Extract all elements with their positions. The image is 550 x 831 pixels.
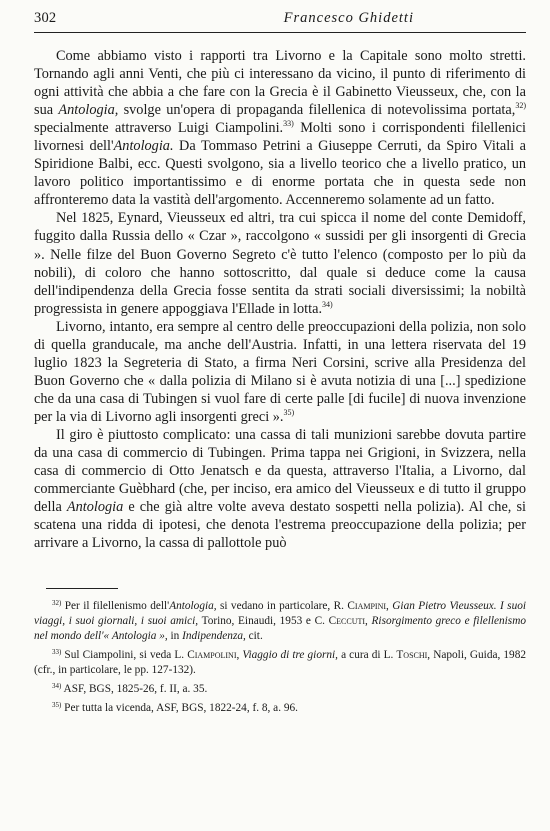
text-run: svolge un'opera di propaganda filellenica di notevolissima portata, xyxy=(118,102,516,119)
paragraph xyxy=(34,318,526,426)
footnote xyxy=(34,682,526,697)
paragraph xyxy=(34,209,526,317)
text-run: e che già altre volte aveva destato sospetti nella polizia). Al che, si scatena una ridda di ipotesi, che denota l'estrema preoccupazione della polizia; per arrivare a Livorno, la cassa di pallottole può xyxy=(34,499,526,552)
text-run: in xyxy=(167,630,183,643)
text-run: cit. xyxy=(245,630,263,643)
text-run: si vedano in particolare, R. xyxy=(216,600,348,613)
paragraph xyxy=(34,426,526,552)
footnote xyxy=(34,599,526,644)
text-run: Il giro è piuttosto complicato: una cassa di tali munizioni sarebbe dovuta partire da una casa di commercio di Tubingen. Prima tappa nei Grigioni, in Svizzera, nella casa di commercio di Otto Jenatsch e da questa, attraverso l'Italia, a Livorno, dal commerciante Guèbhard (che, per inciso, era amico del Vieusseux e di tutto il gruppo della xyxy=(34,426,526,516)
footnote-ref: 34) xyxy=(322,299,333,309)
text-run: Molti sono i corrispondenti filellenici livornesi dell' xyxy=(34,120,526,155)
footnote-ref: 34) xyxy=(52,682,62,691)
italic-text: Antologia, xyxy=(169,600,217,613)
footnote-ref: 32) xyxy=(515,101,526,111)
text-run: Per tutta la vicenda, ASF, BGS, 1822-24, f. 8, a. 96. xyxy=(61,702,298,715)
footnote-ref: 33) xyxy=(283,119,294,129)
text-run: ASF, BGS, 1825-26, f. II, a. 35. xyxy=(61,683,208,696)
footnote-ref: 35) xyxy=(283,407,295,417)
footnote-ref: 32) xyxy=(52,599,62,608)
italic-text: Antologia, xyxy=(58,102,119,119)
running-header xyxy=(34,10,526,33)
running-title: Francesco Ghidetti xyxy=(283,10,414,26)
italic-text: Risorgimento greco e filellenismo nel mondo dell'« Antologia », xyxy=(34,615,526,643)
text-run: Sul Ciampolini, si veda L. xyxy=(61,649,188,662)
text-run: a cura di L. xyxy=(337,649,397,662)
paragraph xyxy=(34,47,526,209)
footnote xyxy=(34,701,526,716)
author-name: Ciampolini, xyxy=(187,649,240,662)
text-run: specialmente attraverso Luigi Ciampolini. xyxy=(34,120,284,137)
italic-text: Antologia. xyxy=(113,138,174,155)
italic-text: Indipendenza, xyxy=(182,630,246,643)
body-text xyxy=(34,47,526,552)
text-run: Torino, Einaudi, 1953 e C. xyxy=(198,615,329,628)
footnote-separator xyxy=(46,588,118,589)
text-run: Nel 1825, Eynard, Vieusseux ed altri, tra cui spicca il nome del conte Demidoff, fuggito dalla Russia dello « Czar », raccolgono « sussidi per gli insorgenti di Grecia ». Nelle filze del Buon Governo Segreto c'è tutto l'elenco (composto per lo più da nobili), di coloro che hanno sottoscritto, dal quale si deduce come la causa dell'indipendenza della Grecia fosse sentita da strati sociali diversissimi; la nobiltà progressista in genere appoggiava l'Ellade in lotta. xyxy=(34,210,526,317)
footnote-ref: 35) xyxy=(52,701,62,710)
text-run: Come abbiamo visto i rapporti tra Livorno e la Capitale sono molto stretti. Tornando agli anni Venti, che più ci interessano da vicino, il punto di riferimento di ogni attività che abbia a che fare con la Grecia è il Gabinetto Vieusseux, che, con la sua xyxy=(34,48,526,119)
author-name: Toschi, xyxy=(396,649,431,662)
italic-text: Gian Pietro Vieusseux. I suoi viaggi, i suoi giornali, i suoi amici, xyxy=(34,600,527,628)
text-run: Napoli, Guida, 1982 (cfr., in particolare, le pp. 127-132). xyxy=(34,649,526,677)
footnotes xyxy=(34,599,526,716)
text-run: Per il filellenismo dell' xyxy=(61,600,170,613)
text-run: Livorno, intanto, era sempre al centro delle preoccupazioni della polizia, non solo di quella granducale, ma anche dell'Austria. Infatti, in una lettera riservata del 19 luglio 1823 la Segreteria di Stato, a firma Neri Corsini, scrive alla Presidenza del Buon Governo che « dalla polizia di Milano si è avuta notizia di una [...] spedizione che da una casa di Tubingen si vuol fare di certe palle [di fucile] di nuova invenzione per la via di Livorno agli insorgenti greci ». xyxy=(34,318,526,425)
author-name: Ciampini, xyxy=(347,600,389,613)
author-name: Ceccuti, xyxy=(328,615,368,628)
page xyxy=(34,10,526,720)
italic-text: Antologia xyxy=(66,499,124,516)
page-number: 302 xyxy=(34,10,57,26)
text-run: Da Tommaso Petrini a Giuseppe Cerruti, da Spiro Vitali a Spiridione Balbi, ecc. Questi svolgono, sia a livello teorico che a livello pratico, un lavoro politico importantissimo e di enorme portata che in questa sede non affronteremo data la vastità dell'argomento. Accenneremo solamente ad un fatto. xyxy=(34,138,526,209)
footnote xyxy=(34,648,526,678)
italic-text: Viaggio di tre giorni, xyxy=(242,649,338,662)
footnote-ref: 33) xyxy=(52,648,62,657)
